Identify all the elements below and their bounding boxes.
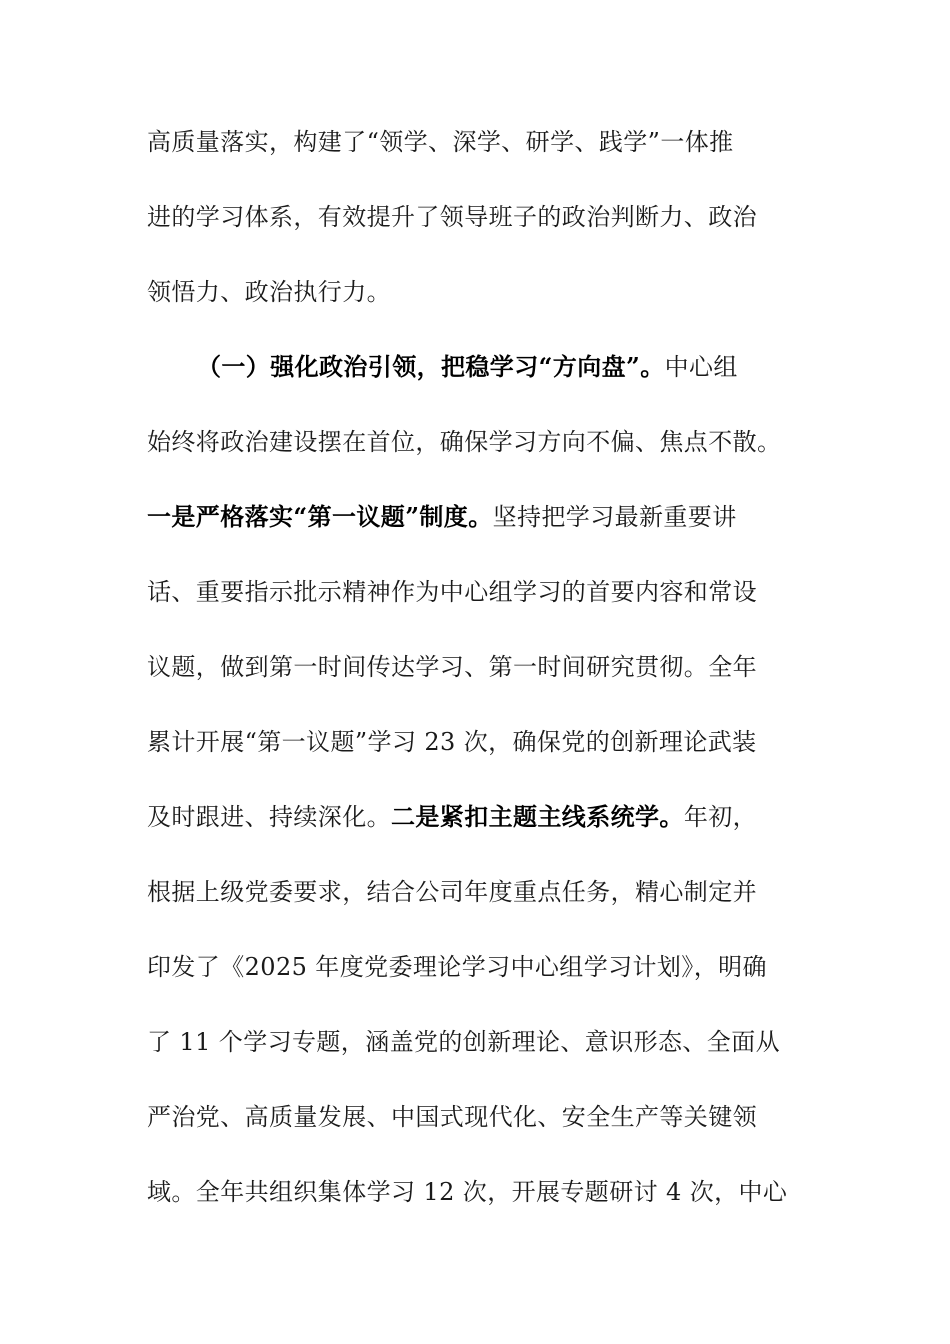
paragraph-line-3 bbox=[147, 272, 391, 312]
text-run: 根据上级党委要求，结合公司年度重点任务，精心制定并 bbox=[147, 878, 757, 906]
paragraph-line-13 bbox=[147, 1022, 780, 1062]
paragraph-line-1 bbox=[147, 122, 734, 162]
text-run: 及时跟进、持续深化。 bbox=[147, 803, 391, 831]
text-run: 话、重要指示批示精神作为中心组学习的首要内容和常设 bbox=[147, 578, 757, 606]
text-run: 始终将政治建设摆在首位，确保学习方向不偏、焦点不散。 bbox=[147, 428, 782, 456]
paragraph-line-14 bbox=[147, 1097, 757, 1137]
paragraph-line-12 bbox=[147, 947, 767, 987]
point-heading-1: 一是严格落实“第一议题”制度。 bbox=[147, 502, 493, 531]
text-run: 累计开展“第一议题”学习 23 次，确保党的创新理论武装 bbox=[147, 728, 757, 756]
text-run: 域。全年共组织集体学习 12 次，开展专题研讨 4 次，中心 bbox=[147, 1178, 788, 1206]
section-heading-line bbox=[197, 347, 738, 387]
text-run: 了 11 个学习专题，涵盖党的创新理论、意识形态、全面从 bbox=[147, 1028, 780, 1056]
paragraph-line-10 bbox=[147, 797, 757, 837]
paragraph-line-15 bbox=[147, 1172, 787, 1212]
text-run: 年初， bbox=[683, 803, 758, 831]
paragraph-line-5 bbox=[147, 422, 781, 462]
section-heading: （一）强化政治引领，把稳学习“方向盘”。 bbox=[197, 352, 665, 381]
point-heading-2: 二是紧扣主题主线系统学。 bbox=[391, 802, 684, 831]
paragraph-line-9 bbox=[147, 722, 757, 762]
paragraph-line-11 bbox=[147, 872, 757, 912]
text-run: 议题，做到第一时间传达学习、第一时间研究贯彻。全年 bbox=[147, 653, 757, 681]
text-run: 印发了《2025 年度党委理论学习中心组学习计划》，明确 bbox=[147, 953, 767, 981]
text-run: 中心组 bbox=[664, 353, 738, 381]
text-run: 高质量落实，构建了“领学、深学、研学、践学”一体推 bbox=[147, 128, 734, 156]
paragraph-line-6 bbox=[147, 497, 737, 537]
text-run: 严治党、高质量发展、中国式现代化、安全生产等关键领 bbox=[147, 1103, 757, 1131]
text-run: 坚持把学习最新重要讲 bbox=[492, 503, 737, 531]
paragraph-line-8 bbox=[147, 647, 757, 687]
text-run: 领悟力、政治执行力。 bbox=[147, 278, 391, 306]
text-run: 进的学习体系，有效提升了领导班子的政治判断力、政治 bbox=[147, 203, 757, 231]
paragraph-line-7 bbox=[147, 572, 757, 612]
paragraph-line-2 bbox=[147, 197, 757, 237]
